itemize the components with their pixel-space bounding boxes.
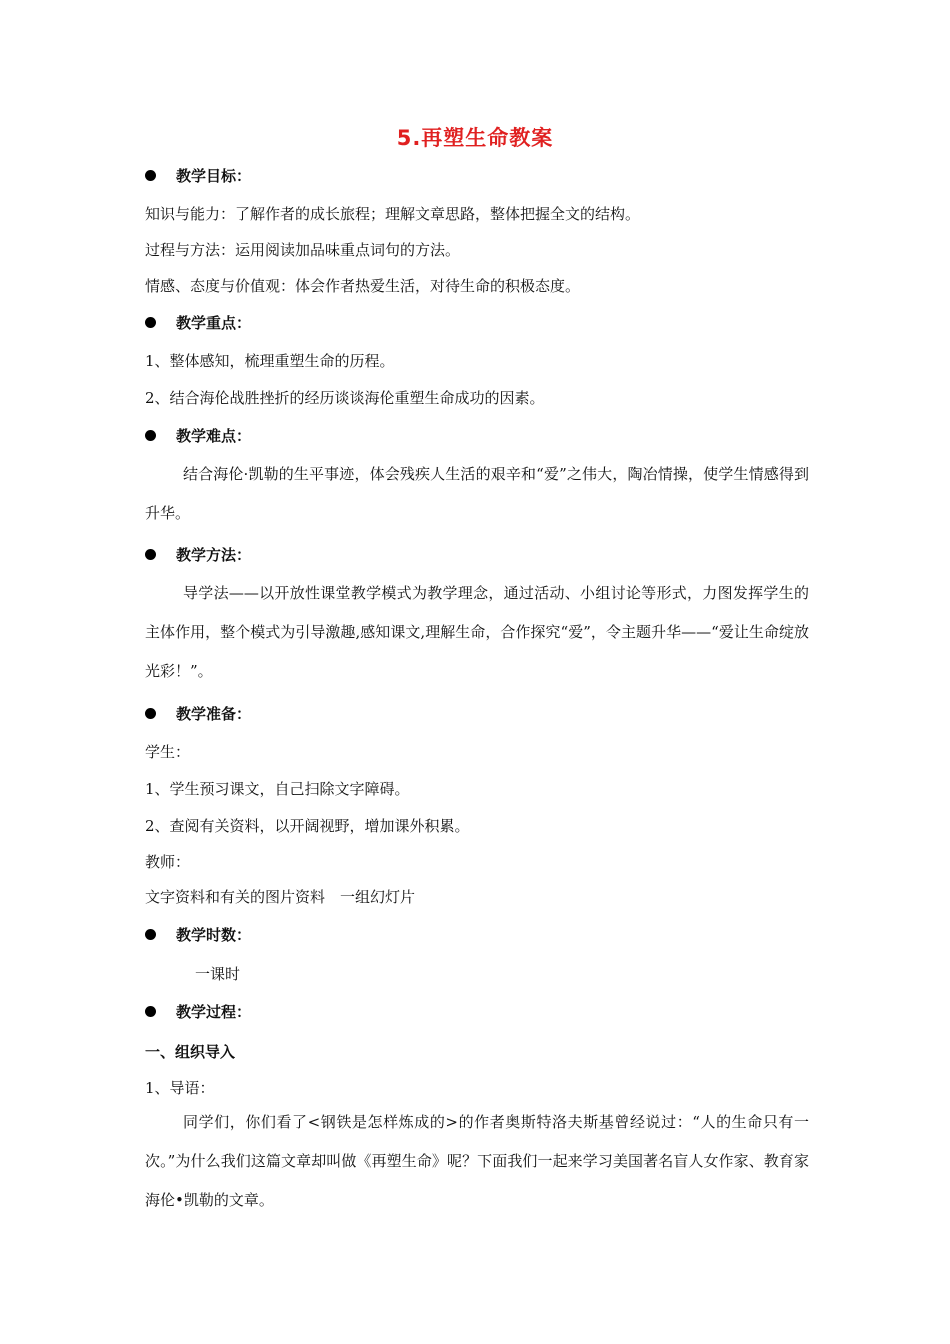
bullet-icon [145,708,156,719]
document-title: 5.再塑生命教案 [396,126,554,150]
method-text: 导学法——以开放性课堂教学模式为教学理念，通过活动、小组讨论等形式，力图发挥学生的主体作用，整个模式为引导激趣,感知课文,理解生命，合作探究“爱”，令主题升华——“爱让生命绽放光彩！”。 [145,584,809,680]
hours-text: 一课时 [195,965,241,983]
goals-heading: 教学目标： [145,165,251,187]
key-points-heading: 教学重点： [145,312,251,334]
teacher-label: 教师： [145,853,191,871]
section-heading: 一、组织导入 [145,1043,236,1061]
bullet-icon [145,170,156,181]
bullet-icon [145,549,156,560]
process-heading: 教学过程： [145,1001,251,1023]
student-label: 学生： [145,743,191,761]
difficulties-heading: 教学难点： [145,425,251,447]
method-heading: 教学方法： [145,544,251,566]
teacher-item: 文字资料和有关的图片资料 一组幻灯片 [145,888,416,906]
student-item: 2、查阅有关资料，以开阔视野，增加课外积累。 [145,817,470,835]
bullet-icon [145,1006,156,1017]
goal-item: 情感、态度与价值观：体会作者热爱生活，对待生命的积极态度。 [145,277,581,295]
goal-item: 过程与方法：运用阅读加品味重点词句的方法。 [145,241,461,259]
bullet-icon [145,929,156,940]
bullet-icon [145,430,156,441]
key-point-item: 1、整体感知，梳理重塑生命的历程。 [145,352,395,370]
key-point-item: 2、结合海伦战胜挫折的经历谈谈海伦重塑生命成功的因素。 [145,389,545,407]
hours-heading: 教学时数： [145,924,251,946]
preparation-heading: 教学准备： [145,703,251,725]
step-label: 1、导语： [145,1079,215,1097]
student-item: 1、学生预习课文，自己扫除文字障碍。 [145,780,410,798]
intro-text: 同学们，你们看了<钢铁是怎样炼成的>的作者奥斯特洛夫斯基曾经说过：“人的生命只有一次。”为什么我们这篇文章却叫做《再塑生命》呢？下面我们一起来学习美国著名盲人女作家、教育家海伦•凯勒的文章。 [145,1113,809,1209]
difficulties-text: 结合海伦·凯勒的生平事迹，体会残疾人生活的艰辛和“爱”之伟大，陶冶情操，使学生情感得到升华。 [145,465,809,522]
bullet-icon [145,317,156,328]
goal-item: 知识与能力：了解作者的成长旅程；理解文章思路，整体把握全文的结构。 [145,205,641,223]
